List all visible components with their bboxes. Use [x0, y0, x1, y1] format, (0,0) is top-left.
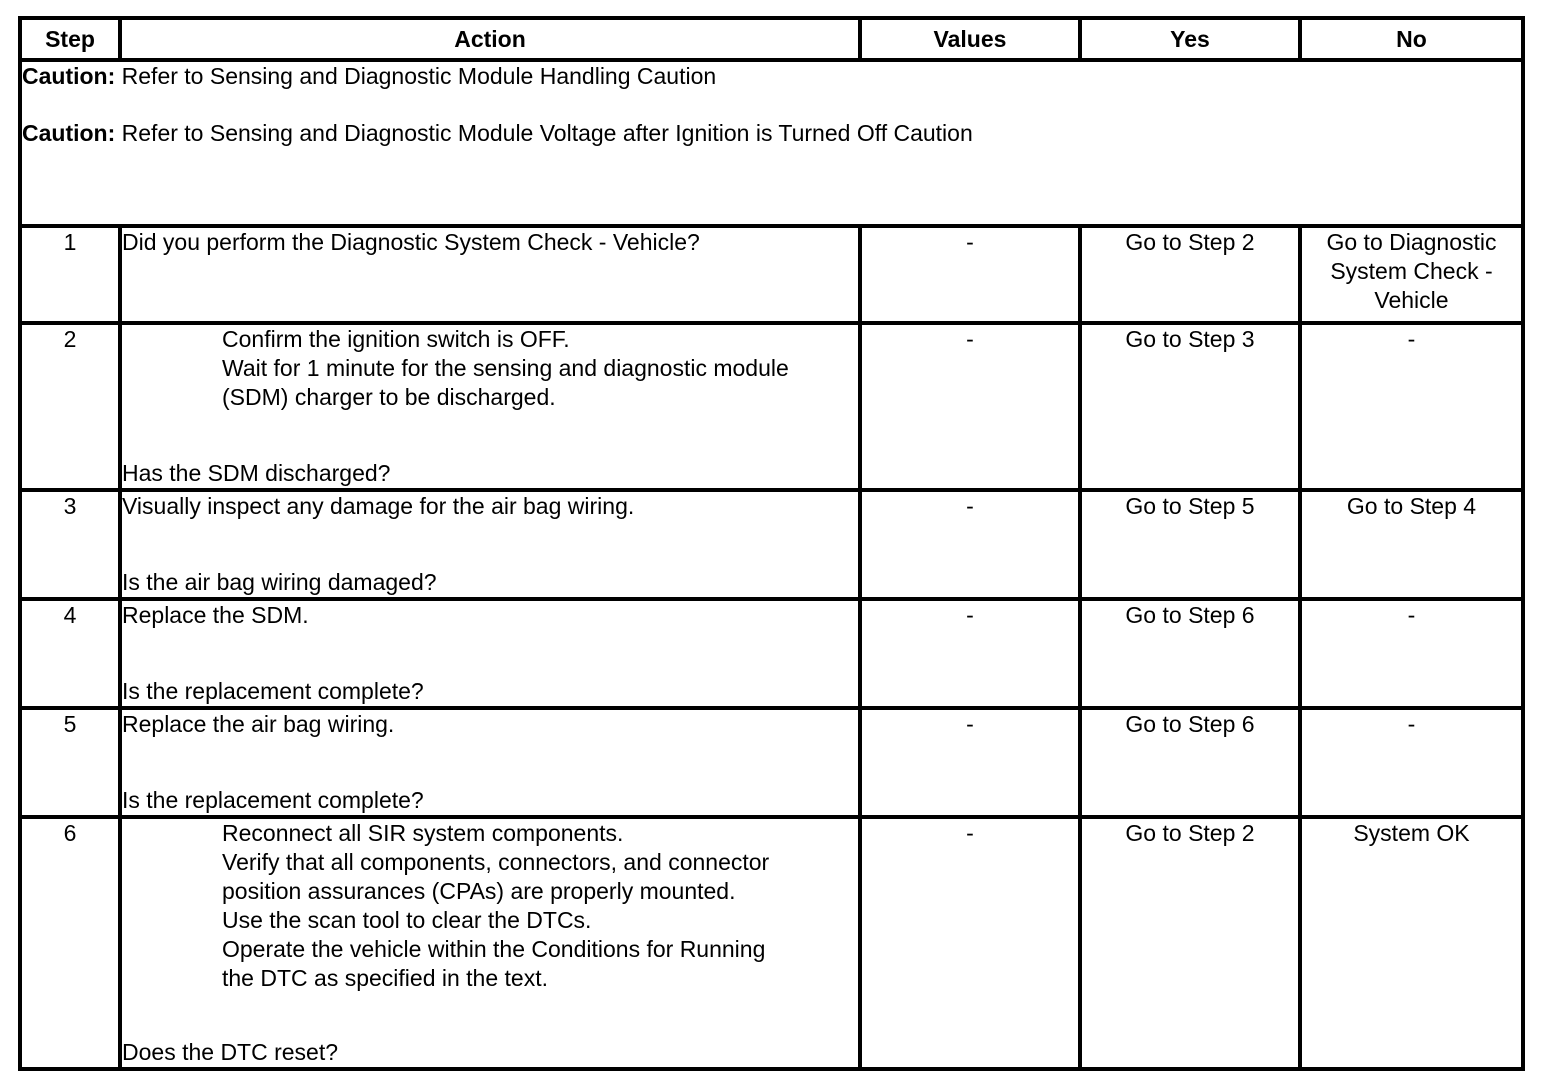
caution-2 [22, 119, 1521, 148]
no-cell: System OK [1300, 817, 1523, 1069]
action-cell [120, 323, 860, 490]
action-line: Reconnect all SIR system components. [222, 820, 624, 846]
table-row [20, 817, 1523, 1069]
header-step: Step [20, 18, 120, 60]
action-line: Operate the vehicle within the Conditions for Running [222, 936, 766, 962]
header-row [20, 18, 1523, 60]
caution-label: Caution: [22, 63, 116, 89]
no-cell: - [1300, 708, 1523, 817]
diagnostic-table [18, 16, 1525, 1071]
yes-cell: Go to Step 6 [1080, 599, 1300, 708]
caution-cell [20, 60, 1523, 226]
table-row [20, 226, 1523, 323]
caution-label: Caution: [22, 120, 116, 146]
yes-cell: Go to Step 5 [1080, 490, 1300, 599]
values-cell: - [860, 708, 1080, 817]
header-values: Values [860, 18, 1080, 60]
values-cell: - [860, 599, 1080, 708]
no-cell: - [1300, 323, 1523, 490]
action-line: Verify that all components, connectors, and connector [222, 849, 770, 875]
caution-text: Refer to Sensing and Diagnostic Module Voltage after Ignition is Turned Off Caution [115, 120, 973, 146]
no-line: Vehicle [1374, 287, 1449, 313]
step-number: 2 [20, 323, 120, 490]
table-row [20, 490, 1523, 599]
caution-row [20, 60, 1523, 226]
caution-text: Refer to Sensing and Diagnostic Module Handling Caution [115, 63, 717, 89]
action-line: Replace the SDM. [122, 602, 309, 628]
action-question: Does the DTC reset? [122, 1039, 339, 1065]
yes-cell: Go to Step 2 [1080, 817, 1300, 1069]
action-question: Is the replacement complete? [122, 678, 424, 704]
action-cell [120, 599, 860, 708]
action-line: (SDM) charger to be discharged. [222, 384, 556, 410]
header-action: Action [120, 18, 860, 60]
action-question: Is the air bag wiring damaged? [122, 569, 437, 595]
header-yes: Yes [1080, 18, 1300, 60]
table-row [20, 708, 1523, 817]
values-cell: - [860, 226, 1080, 323]
action-cell [120, 490, 860, 599]
values-cell: - [860, 817, 1080, 1069]
action-cell [120, 708, 860, 817]
action-question: Did you perform the Diagnostic System Check - Vehicle? [120, 226, 860, 323]
no-cell [1300, 226, 1523, 323]
yes-cell: Go to Step 3 [1080, 323, 1300, 490]
action-line: the DTC as specified in the text. [222, 965, 548, 991]
action-line: position assurances (CPAs) are properly mounted. [222, 878, 736, 904]
action-line: Use the scan tool to clear the DTCs. [222, 907, 592, 933]
step-number: 4 [20, 599, 120, 708]
step-number: 3 [20, 490, 120, 599]
yes-cell: Go to Step 6 [1080, 708, 1300, 817]
step-number: 6 [20, 817, 120, 1069]
action-line: Wait for 1 minute for the sensing and diagnostic module [222, 355, 789, 381]
values-cell: - [860, 490, 1080, 599]
action-line: Confirm the ignition switch is OFF. [222, 326, 570, 352]
values-cell: - [860, 323, 1080, 490]
no-cell: - [1300, 599, 1523, 708]
caution-1 [22, 62, 1521, 91]
no-line: Go to Diagnostic [1326, 229, 1497, 255]
no-cell: Go to Step 4 [1300, 490, 1523, 599]
no-line: System Check - [1330, 258, 1493, 284]
action-question: Has the SDM discharged? [122, 460, 391, 486]
step-number: 1 [20, 226, 120, 323]
step-number: 5 [20, 708, 120, 817]
action-line: Visually inspect any damage for the air bag wiring. [122, 493, 635, 519]
table-row [20, 323, 1523, 490]
action-cell [120, 817, 860, 1069]
table-row [20, 599, 1523, 708]
header-no: No [1300, 18, 1523, 60]
action-question: Is the replacement complete? [122, 787, 424, 813]
action-line: Replace the air bag wiring. [122, 711, 395, 737]
yes-cell: Go to Step 2 [1080, 226, 1300, 323]
